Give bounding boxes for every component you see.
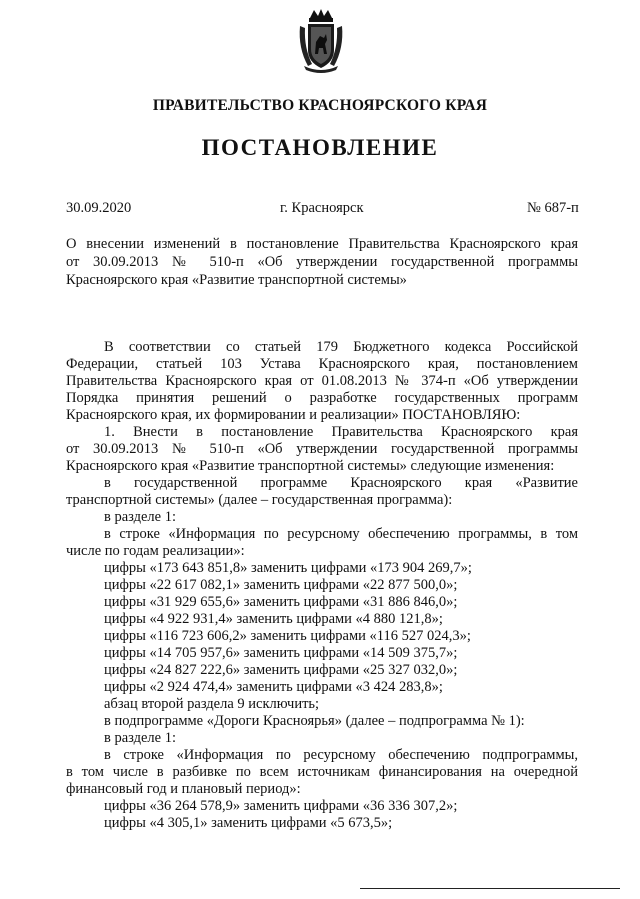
body-line: цифры «31 929 655,6» заменить цифрами «31 886 846,0»; — [104, 594, 458, 610]
document-date: 30.09.2020 — [66, 200, 132, 216]
body-line: в разделе 1: — [104, 730, 177, 746]
body-line: цифры «36 264 578,9» заменить цифрами «36 336 307,2»; — [104, 798, 458, 814]
coat-of-arms-icon — [296, 8, 346, 74]
subject-line: О внесении изменений в постановление Правительства Красноярского края — [66, 236, 578, 252]
body-line: Правительства Красноярского края от 01.08.2013 № 374-п «Об утверждении — [66, 373, 578, 389]
body-line: цифры «14 705 957,6» заменить цифрами «14 509 375,7»; — [104, 645, 458, 661]
body-line: 1. Внести в постановление Правительства Красноярского края — [104, 424, 578, 440]
document-type: ПОСТАНОВЛЕНИЕ — [201, 135, 439, 160]
body-line: абзац второй раздела 9 исключить; — [104, 696, 320, 712]
body-line: в государственной программе Красноярского края «Развитие — [104, 475, 578, 491]
body-line: цифры «4 305,1» заменить цифрами «5 673,5»; — [104, 815, 393, 831]
organization-name: ПРАВИТЕЛЬСТВО КРАСНОЯРСКОГО КРАЯ — [152, 97, 488, 114]
body-line: в разделе 1: — [104, 509, 177, 525]
body-line: Красноярского края, их формировании и реализации» ПОСТАНОВЛЯЮ: — [66, 407, 521, 423]
subject-line: Красноярского края «Развитие транспортной системы» — [66, 272, 407, 288]
body-line: цифры «22 617 082,1» заменить цифрами «22 877 500,0»; — [104, 577, 458, 593]
body-line: цифры «116 723 606,2» заменить цифрами «116 527 024,3»; — [104, 628, 471, 644]
body-line: числе по годам реализации»: — [66, 543, 245, 559]
body-line: от 30.09.2013 № 510-п «Об утверждении государственной программы — [66, 441, 578, 457]
body-line: транспортной системы» (далее – государственная программа): — [66, 492, 453, 508]
body-line: В соответствии со статьей 179 Бюджетного кодекса Российской — [104, 339, 578, 355]
body-line: цифры «4 922 931,4» заменить цифрами «4 880 121,8»; — [104, 611, 443, 627]
body-line: Порядка принятия решений о разработке государственных программ — [66, 390, 578, 406]
body-line: финансовый год и плановый период»: — [66, 781, 301, 797]
body-line: в строке «Информация по ресурсному обеспечению программы, в том — [104, 526, 578, 542]
body-line: цифры «24 827 222,6» заменить цифрами «25 327 032,0»; — [104, 662, 458, 678]
body-line: Федерации, статьей 103 Устава Красноярского края, постановлением — [66, 356, 578, 372]
body-line: в строке «Информация по ресурсному обеспечению подпрограммы, — [104, 747, 578, 763]
subject-line: от 30.09.2013 № 510-п «Об утверждении государственной программы — [66, 254, 578, 270]
document-subject — [66, 235, 578, 289]
body-line: в том числе в разбивке по всем источникам финансирования на очередной — [66, 764, 578, 780]
body-line: цифры «173 643 851,8» заменить цифрами «173 904 269,7»; — [104, 560, 472, 576]
body-line: в подпрограмме «Дороги Красноярья» (далее – подпрограмма № 1): — [104, 713, 525, 729]
document-city: г. Красноярск — [280, 200, 364, 216]
page-footer-rule — [360, 888, 620, 889]
document-number: № 687-п — [527, 200, 579, 216]
document-body — [66, 339, 578, 832]
body-line: Красноярского края «Развитие транспортной системы» следующие изменения: — [66, 458, 555, 474]
body-line: цифры «2 924 474,4» заменить цифрами «3 424 283,8»; — [104, 679, 443, 695]
